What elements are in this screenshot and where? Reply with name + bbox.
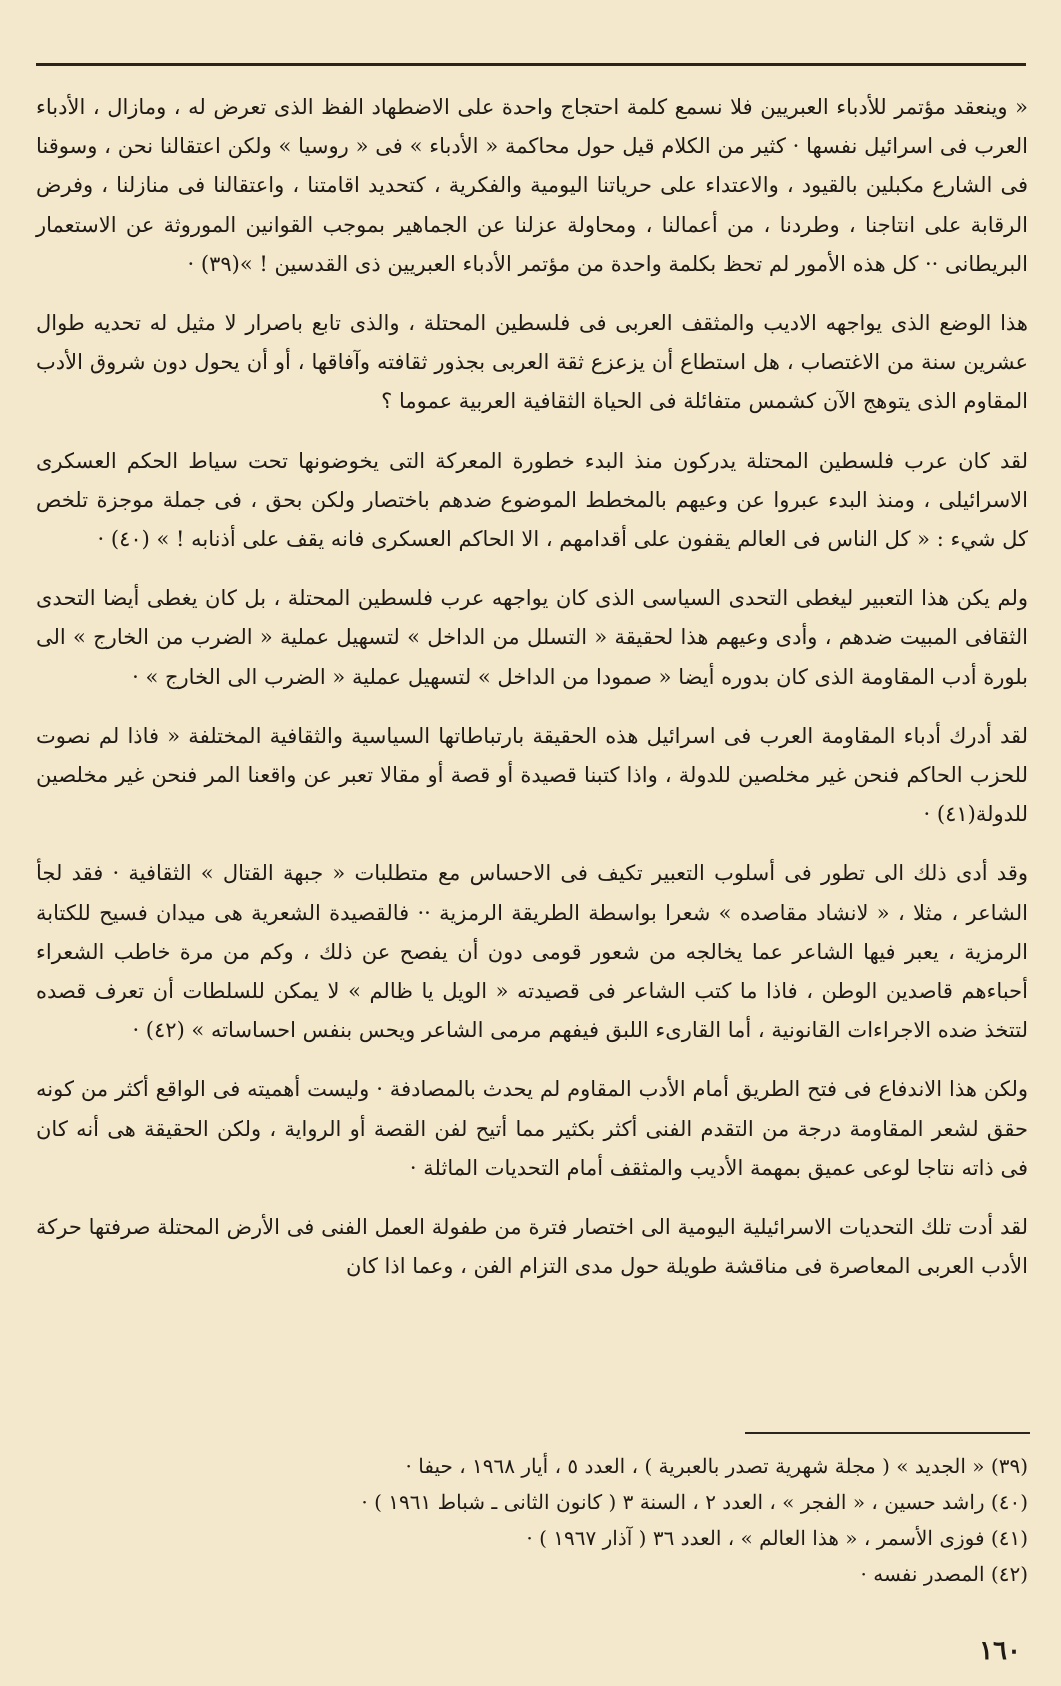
paragraph: ولكن هذا الاندفاع فى فتح الطريق أمام الأدب المقاوم لم يحدث بالمصادفة · وليست أهميته فى الواقع أكثر من كونه حقق لشعر المقاومة درجة من التقدم الفنى أكثر بكثير مما أتيح لفن القصة أو الرواية ، ولكن الحقيقة هى أنه كان فى ذاته نتاجا لوعى عميق بمهمة الأديب والمثقف أمام التحديات الماثلة · (36, 1077, 1028, 1180)
top-rule (36, 63, 1026, 66)
paragraph: لقد أدت تلك التحديات الاسرائيلية اليومية الى اختصار فترة من طفولة العمل الفنى فى الأرض المحتلة صرفتها حركة الأدب العربى المعاصرة فى مناقشة طويلة حول مدى التزام الفن ، وعما اذا كان (36, 1215, 1028, 1279)
paragraph: لقد أدرك أدباء المقاومة العرب فى اسرائيل هذه الحقيقة بارتباطاتها السياسية والثقافية المختلفة « فاذا لم نصوت للحزب الحاكم فنحن غير مخلصين للدولة ، واذا كتبنا قصيدة أو قصة أو مقالا تعبر عن واقعنا المر فنحن غير مخلصين للدولة(٤١) · (36, 723, 1028, 827)
paragraph: « وينعقد مؤتمر للأدباء العبريين فلا نسمع كلمة احتجاج واحدة على الاضطهاد الفظ الذى تعرض له ، ومازال ، الأدباء العرب فى اسرائيل نفسها · كثير من الكلام قيل حول محاكمة « الأدباء » فى « روسيا » ولكن اعتقالنا نحن ، وسوقنا فى الشارع مكبلين بالقيود ، والاعتداء على حرياتنا اليومية والفكرية ، كتحديد اقامتنا ، واعتقالنا فى منازلنا ، وفرض الرقابة على انتاجنا ، وطردنا ، من أعمالنا ، ومحاولة عزلنا عن الجماهير بموجب القوانين الموروثة عن الاستعمار البريطانى ·· كل هذه الأمور لم تحظ بكلمة واحدة من مؤتمر الأدباء العبريين ذى القدسين ! »(٣٩) · (36, 95, 1028, 276)
footnote-41: (٤١) فوزى الأسمر ، « هذا العالم » ، العدد ٣٦ ( آذار ١٩٦٧ ) · (526, 1526, 1028, 1550)
paragraph: لقد كان عرب فلسطين المحتلة يدركون منذ البدء خطورة المعركة التى يخوضونها تحت سياط الحكم العسكرى الاسرائيلى ، ومنذ البدء عبروا عن وعيهم بالمخطط الموضوع ضدهم باختصار ولكن بحق ، فى جملة موجزة تلخص كل شيء : « كل الناس فى العالم يقفون على أقدامهم ، الا الحاكم العسكرى فانه يقف على أذنابه ! » (٤٠) · (36, 448, 1028, 552)
footnote-42: (٤٢) المصدر نفسه · (860, 1562, 1028, 1586)
footnotes (36, 1448, 1028, 1592)
paragraph: ولم يكن هذا التعبير ليغطى التحدى السياسى الذى كان يواجهه عرب فلسطين المحتلة ، بل كان يغطى أيضا التحدى الثقافى المبيت ضدهم ، وأدى وعيهم هذا لحقيقة « التسلل من الداخل » لتسهيل عملية « الضرب من الخارج » الى بلورة أدب المقاومة الذى كان بدوره أيضا « صمودا من الداخل » لتسهيل عملية « الضرب الى الخارج » · (36, 586, 1028, 689)
body-text (36, 88, 1028, 1286)
footnote-rule (745, 1432, 1030, 1434)
footnote-39: (٣٩) « الجديد » ( مجلة شهرية تصدر بالعبرية ) ، العدد ٥ ، أيار ١٩٦٨ ، حيفا · (405, 1454, 1028, 1478)
footnote-40: (٤٠) راشد حسين ، « الفجر » ، العدد ٢ ، السنة ٣ ( كانون الثانى ـ شباط ١٩٦١ ) · (361, 1490, 1028, 1514)
paragraph: هذا الوضع الذى يواجهه الاديب والمثقف العربى فى فلسطين المحتلة ، والذى تابع باصرار لا مثيل له تحديه طوال عشرين سنة من الاغتصاب ، هل استطاع أن يزعزع ثقة العربى بجذور ثقافته وآفاقها ، أو أن يحول دون شروق الأدب المقاوم الذى يتوهج الآن كشمس متفائلة فى الحياة الثقافية العربية عموما ؟ (36, 311, 1028, 414)
page-number: ١٦٠ (979, 1636, 1021, 1666)
paragraph: وقد أدى ذلك الى تطور فى أسلوب التعبير تكيف فى الاحساس مع متطلبات « جبهة القتال » الثقافية · فقد لجأ الشاعر ، مثلا ، « لانشاد مقاصده » شعرا بواسطة الطريقة الرمزية ·· فالقصيدة الشعرية هى ميدان فسيح للكتابة الرمزية ، يعبر فيها الشاعر عما يخالجه من شعور قومى دون أن يفصح عن ذلك ، وكم من مرة خاطب الشعراء أحباءهم قاصدين الوطن ، فاذا ما كتب الشاعر فى قصيدته « الويل يا ظالم » لا يمكن للسلطات أن تعرف قصده لتتخذ ضده الاجراءات القانونية ، أما القارىء اللبق فيفهم مرمى الشاعر ويحس بنفس احساساته » (٤٢) · (36, 861, 1028, 1043)
